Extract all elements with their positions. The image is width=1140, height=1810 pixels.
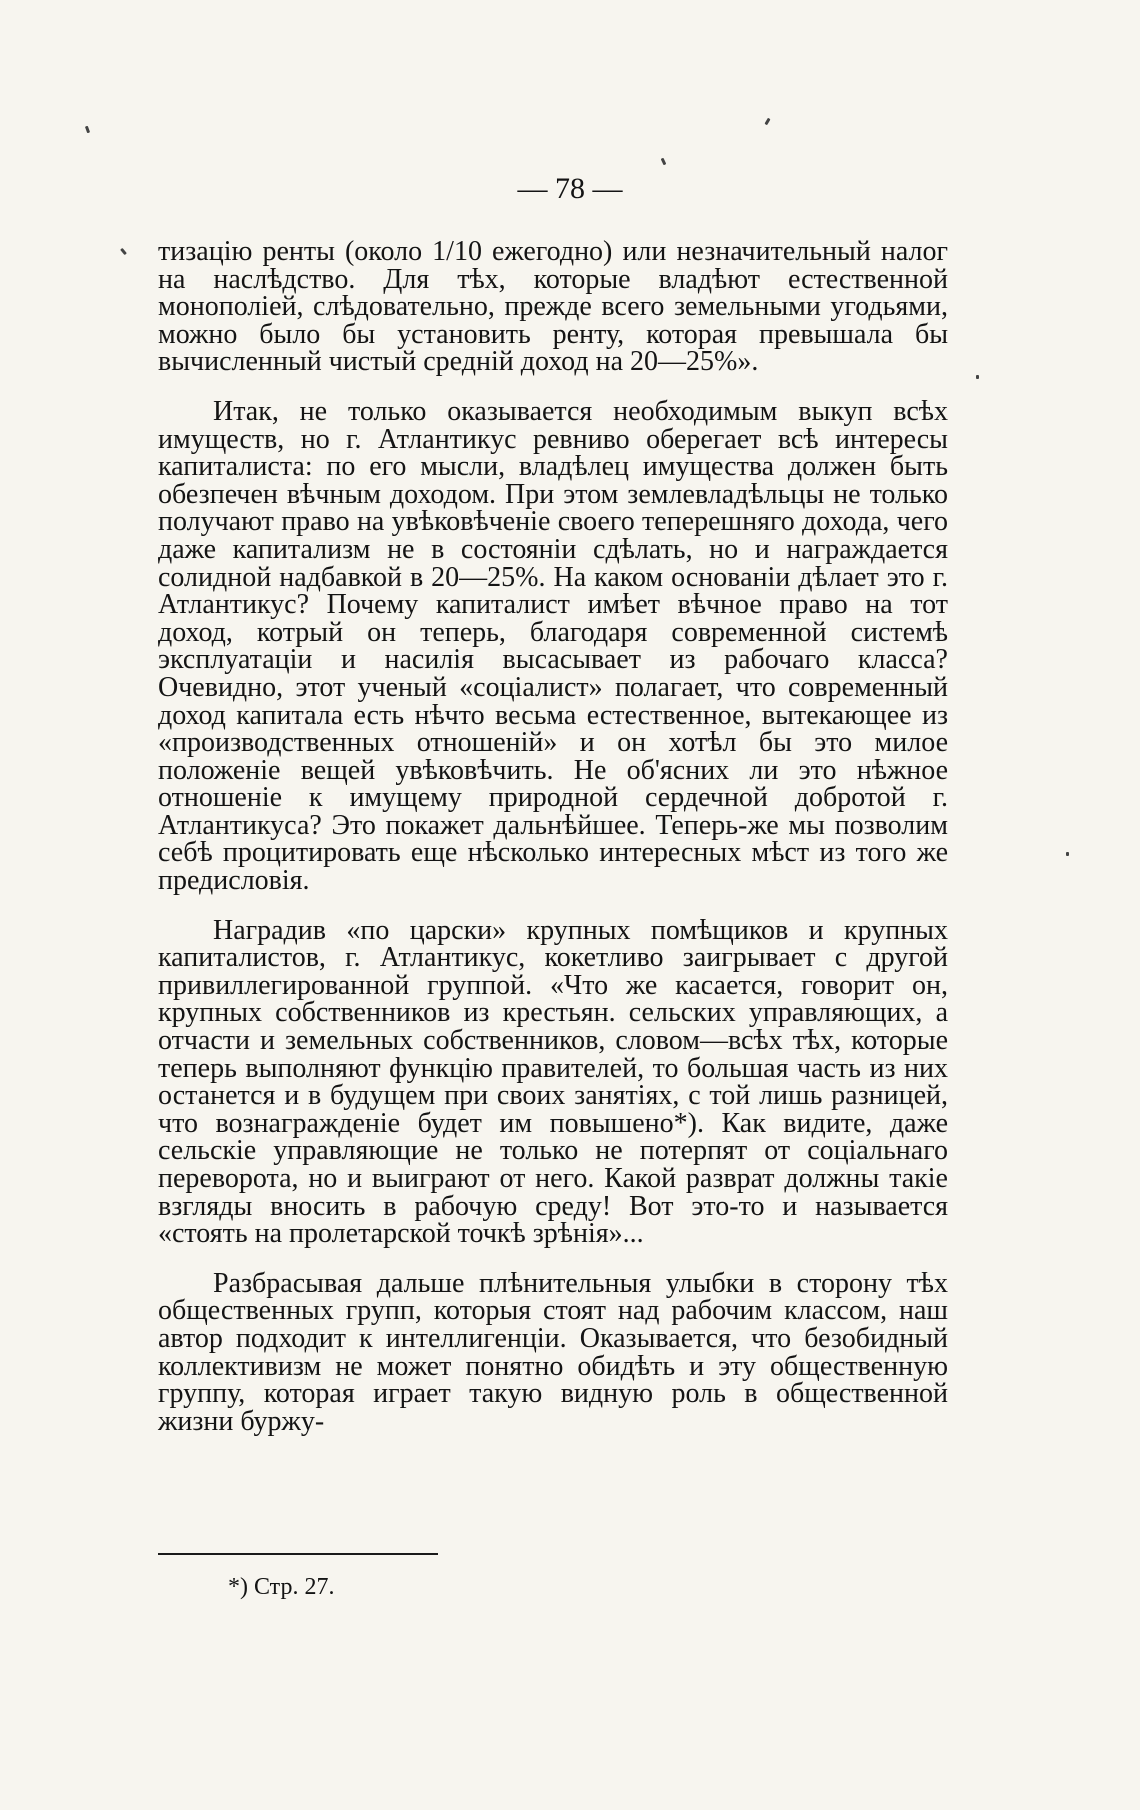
scan-speck	[661, 158, 667, 166]
paragraph-3: Наградив «по царски» крупных помѣщиков и крупных капиталистов, г. Атлантикус, кокетливо заигрывает с другой привиллегированной группой. «Что же касается, говорит он, крупных собственников из крестьян. сельских управляющих, а отчасти и земельных собственников, словом—всѣх тѣх, которые теперь выполняют функцію правителей, то большая часть из них останется и в будущем при своих занятіях, с той лишь разницей, что вознагражденіе будет им повышено*). Как видите, даже сельскіе управляющие не только не потерпят от соціальнаго переворота, но и выиграют от него. Какой разврат должны такіе взгляды вносить в рабочую среду! Вот это-то и называется «стоять на пролетарской точкѣ зрѣнія»...	[158, 914, 948, 1250]
paragraph-1: тизацію ренты (около 1/10 ежегодно) или незначительный налог на наслѣдство. Для тѣх, которые владѣют естественной монополіей, слѣдовательно, прежде всего земельными угодьями, можно было бы установить ренту, которая превышала бы вычисленный чистый средній доход на 20—25%».	[158, 236, 948, 378]
scan-speck	[85, 126, 90, 134]
scan-speck	[1066, 852, 1069, 856]
paragraph-4: Разбрасывая дальше плѣнительныя улыбки в сторону тѣх общественных групп, которыя стоят над рабочим классом, наш автор подходит к интеллигенціи. Оказывается, что безобидный коллективизм не может понятно обидѣть и эту общественную группу, которая играет такую видную роль в общественной жизни буржу-	[158, 1267, 948, 1437]
body-text	[158, 238, 948, 1457]
paragraph-2: Итак, не только оказывается необходимым выкуп всѣх имуществ, но г. Атлантикус ревниво оберегает всѣ интересы капиталиста: по его мысли, владѣлец имущества должен быть обезпечен вѣчным доходом. При этом землевладѣльцы не только получают право на увѣковѣченіе своего теперешняго дохода, чего даже капитализм не в состояніи сдѣлать, но и награждается солидной надбавкой в 20—25%. На каком основаніи дѣлает это г. Атлантикус? Почему капиталист имѣет вѣчное право на тот доход, котрый он теперь, благодаря современной системѣ эксплуатаціи и насилія высасывает из рабочаго класса? Очевидно, этот ученый «соціалист» полагает, что современный доход капитала есть нѣчто весьма естественное, вытекающее из «производственных отношеній» и он хотѣл бы это милое положеніе вещей увѣковѣчить. Не об'ясних ли это нѣжное отношеніе к имущему природной сердечной добротой г. Атлантикуса? Это покажет дальнѣйшее. Теперь-же мы позволим себѣ процитировать еще нѣсколько интересных мѣст из того же предисловія.	[158, 395, 948, 897]
footnote-divider	[158, 1553, 438, 1555]
page-number: — 78 —	[517, 172, 623, 205]
footnote: *) Стр. 27.	[228, 1574, 335, 1600]
scan-speck	[976, 375, 979, 379]
scan-speck	[764, 118, 770, 126]
scan-speck	[120, 248, 127, 255]
